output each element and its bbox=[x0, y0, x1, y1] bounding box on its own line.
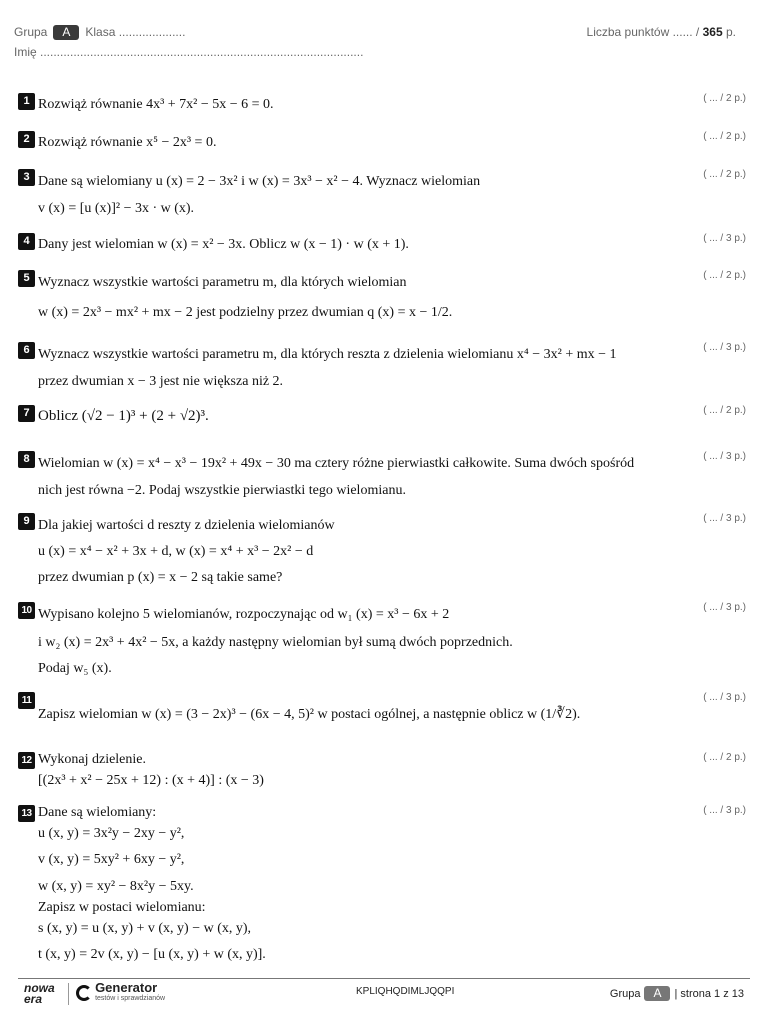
footer-group-label: Grupa bbox=[609, 988, 641, 1000]
task-points: ( ... / 2 p.) bbox=[703, 270, 746, 281]
task-points: ( ... / 2 p.) bbox=[703, 752, 746, 763]
logo-divider bbox=[68, 983, 69, 1005]
task-text: u (x, y) = 3x²y − 2xy − y², bbox=[38, 826, 185, 841]
task-text: w (x) = 2x³ − mx² + mx − 2 jest podzielny przez dwumian q (x) = x − 1/2. bbox=[38, 305, 453, 320]
task-text: u (x) = x⁴ − x² + 3x + d, w (x) = x⁴ + x³ − 2x² − d bbox=[38, 544, 314, 559]
task-text: Oblicz (√2 − 1)³ + (2 + √2)³. bbox=[38, 408, 209, 424]
task-points: ( ... / 2 p.) bbox=[703, 93, 746, 104]
footer-page-info bbox=[610, 986, 744, 1001]
task-text: Dane są wielomiany u (x) = 2 − 3x² i w (x) = 3x³ − x² − 4. Wyznacz wielomian bbox=[38, 174, 481, 189]
task-text: Rozwiąż równanie 4x³ + 7x² − 5x − 6 = 0. bbox=[38, 97, 274, 112]
task-number: 4 bbox=[18, 233, 35, 250]
task-number: 6 bbox=[18, 342, 35, 359]
task-text: Wypisano kolejno 5 wielomianów, rozpoczynając od w₁ (x) = x³ − 6x + 2 bbox=[38, 607, 450, 622]
task-number: 3 bbox=[18, 169, 35, 186]
task-text: przez dwumian x − 3 jest nie większa niż 2. bbox=[38, 374, 284, 389]
task-text: Dane są wielomiany: bbox=[38, 805, 157, 820]
task-text: Wyznacz wszystkie wartości parametru m, dla których wielomian bbox=[38, 275, 407, 290]
task-number: 1 bbox=[18, 93, 35, 110]
task-text: Dla jakiej wartości d reszty z dzielenia wielomianów bbox=[38, 518, 335, 533]
generator-logo: Generator testów i sprawdzianów bbox=[76, 982, 165, 1004]
task-text: Wykonaj dzielenie. bbox=[38, 752, 147, 767]
task-text: t (x, y) = 2v (x, y) − [u (x, y) + w (x, y)]. bbox=[38, 947, 266, 962]
footer-divider bbox=[18, 978, 750, 979]
nowa-era-logo: nowa era bbox=[24, 981, 55, 1006]
class-field: Klasa .................... bbox=[85, 25, 186, 39]
generator-icon bbox=[76, 985, 92, 1001]
task-number: 5 bbox=[18, 270, 35, 287]
task-text: Zapisz w postaci wielomianu: bbox=[38, 900, 206, 915]
task-text: Podaj w₅ (x). bbox=[38, 661, 112, 676]
task-text: Wyznacz wszystkie wartości parametru m, dla których reszta z dzielenia wielomianu x⁴ − 3x² + mx − 1 bbox=[38, 347, 617, 362]
document-code: KPLIQHQDIMLJQQPI bbox=[356, 986, 455, 997]
task-text: v (x, y) = 5xy² + 6xy − y², bbox=[38, 852, 185, 867]
task-text: [(2x³ + x² − 25x + 12) : (x + 4)] : (x − 3) bbox=[38, 773, 264, 788]
task-points: ( ... / 2 p.) bbox=[703, 169, 746, 180]
task-number: 7 bbox=[18, 405, 35, 422]
task-points: ( ... / 2 p.) bbox=[703, 131, 746, 142]
task-text: Wielomian w (x) = x⁴ − x³ − 19x² + 49x − 30 ma cztery różne pierwiastki całkowite. Suma dwóch spośród bbox=[38, 456, 635, 471]
page-number: | strona 1 z 13 bbox=[674, 988, 744, 1000]
header-group bbox=[14, 25, 185, 40]
task-text: i w₂ (x) = 2x³ + 4x² − 5x, a każdy następny wielomian był sumą dwóch poprzednich. bbox=[38, 635, 513, 650]
footer-group-badge: A bbox=[644, 986, 670, 1001]
task-text: Zapisz wielomian w (x) = (3 − 2x)³ − (6x − 4, 5)² w postaci ogólnej, a następnie oblicz w (1/∛2). bbox=[38, 707, 581, 722]
task-text: w (x, y) = xy² − 8x²y − 5xy. bbox=[38, 879, 194, 894]
task-number: 11 bbox=[18, 692, 35, 709]
task-text: Dany jest wielomian w (x) = x² − 3x. Oblicz w (x − 1) · w (x + 1). bbox=[38, 237, 409, 252]
task-points: ( ... / 3 p.) bbox=[703, 602, 746, 613]
task-points: ( ... / 3 p.) bbox=[703, 692, 746, 703]
task-text: Rozwiąż równanie x⁵ − 2x³ = 0. bbox=[38, 135, 217, 150]
score-field: Liczba punktów ...... / 365 p. bbox=[586, 25, 736, 39]
task-number: 12 bbox=[18, 752, 35, 769]
task-number: 13 bbox=[18, 805, 35, 822]
score-total: 365 bbox=[702, 25, 723, 39]
name-field: Imię ................................................................................................. bbox=[14, 45, 364, 59]
group-label: Grupa bbox=[14, 25, 48, 39]
task-number: 2 bbox=[18, 131, 35, 148]
task-points: ( ... / 3 p.) bbox=[703, 451, 746, 462]
task-number: 8 bbox=[18, 451, 35, 468]
group-badge: A bbox=[53, 25, 79, 40]
task-number: 10 bbox=[18, 602, 35, 619]
task-text: nich jest równa −2. Podaj wszystkie pierwiastki tego wielomianu. bbox=[38, 483, 406, 498]
task-points: ( ... / 3 p.) bbox=[703, 805, 746, 816]
task-text: v (x) = [u (x)]² − 3x · w (x). bbox=[38, 201, 195, 216]
task-text: s (x, y) = u (x, y) + v (x, y) − w (x, y), bbox=[38, 921, 252, 936]
task-number: 9 bbox=[18, 513, 35, 530]
task-text: przez dwumian p (x) = x − 2 są takie same? bbox=[38, 570, 283, 585]
task-points: ( ... / 3 p.) bbox=[703, 342, 746, 353]
task-points: ( ... / 3 p.) bbox=[703, 513, 746, 524]
task-points: ( ... / 3 p.) bbox=[703, 233, 746, 244]
task-points: ( ... / 2 p.) bbox=[703, 405, 746, 416]
